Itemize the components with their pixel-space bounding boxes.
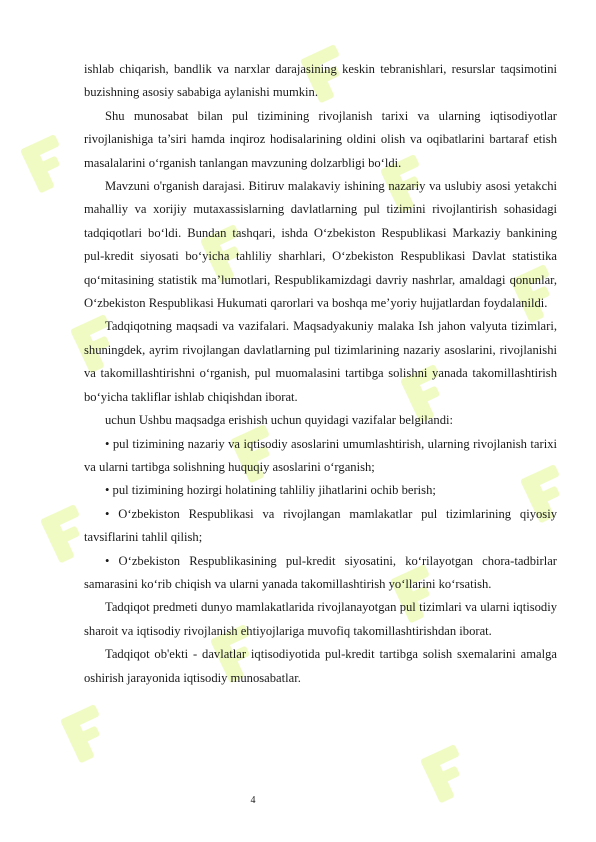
paragraph-relevance: Shu munosabat bilan pul tizimining rivojlanish tarixi va ularning iqtisodiyotlar rivojlanishiga ta’siri hamda inqiroz hodisalarining oldini olish va oqibatlarini bartaraf etish masalalarini o‘rganish tanlangan mavzuning dolzarbligi bo‘ldi. [84, 108, 557, 170]
paragraph-subject: Tadqiqot predmeti dunyo mamlakatlarida rivojlanayotgan pul tizimlari va ularni iqtisodiy sharoit va iqtisodiy rivojlanish ehtiyojlariga muvofiq takomillashtirishdan iborat. [84, 600, 557, 638]
paragraph-goals: Tadqiqotning maqsadi va vazifalari. Maqsadyakuniy malaka Ish jahon valyuta tizimlari, shuningdek, ayrim rivojlangan davlatlarning pul tizimlarining nazariy asoslarini, rivojlanishi va takomillashtirishni o‘rganish, pul muomalasini tartibga solishni yanada takomillashtirish bo‘yicha takliflar ishlab chiqishdan iborat. [84, 319, 557, 404]
list-item-task-1: • pul tizimining nazariy va iqtisodiy asoslarini umumlashtirish, ularning rivojlanish tarixi va ularni tartibga solishning huquqiy asoslarini o‘rganish; [84, 436, 557, 474]
list-item-task-2: • pul tizimining hozirgi holatining tahliliy jihatlarini ochib berish; [105, 483, 436, 498]
document-body [84, 58, 557, 690]
paragraph-object: Tadqiqot ob'ekti - davlatlar iqtisodiyotida pul-kredit tartibga solish sxemalarini amalga oshirish jarayonida iqtisodiy munosabatlar. [84, 647, 557, 685]
paragraph-continuation: ishlab chiqarish, bandlik va narxlar darajasining keskin tebranishlari, resurslar taqsimotini buzishning asosiy sababiga aylanishi mumkin. [84, 62, 557, 100]
list-item-task-4: • O‘zbekiston Respublikasining pul-kredit siyosatini, ko‘rilayotgan chora-tadbirlar samarasini ko‘rib chiqish va ularni yanada takomillashtirish yo‘llarini ko‘rsatish. [84, 553, 557, 591]
paragraph-tasks-intro: uchun Ushbu maqsadga erishish uchun quyidagi vazifalar belgilandi: [105, 413, 453, 428]
list-item-task-3: • O‘zbekiston Respublikasi va rivojlangan mamlakatlar pul tizimlarining qiyosiy tavsiflarini tahlil qilish; [84, 506, 557, 545]
page-number: 4 [250, 795, 256, 806]
paragraph-study-level: Mavzuni o'rganish darajasi. Bitiruv malakaviy ishining nazariy va uslubiy asosi yetakchi mahalliy va xorijiy mutaxassislarning davlatlarning pul tizimini rivojlantirish sohasidagi tadqiqotlari bo‘ldi. Bundan tashqari, ishda O‘zbekiston Respublikasi Markaziy bankining pul-kredit siyosati bo‘yicha tahliliy sharhlari, O‘zbekiston Respublikasi Davlat statistika qo‘mitasining statistik ma’lumotlari, Respublikamizdagi davriy nashrlar, amaldagi qonunlar, O‘zbekiston Respublikasi Hukumati qarorlari va boshqa me’yoriy hujjatlardan foydalanildi. [84, 179, 557, 311]
